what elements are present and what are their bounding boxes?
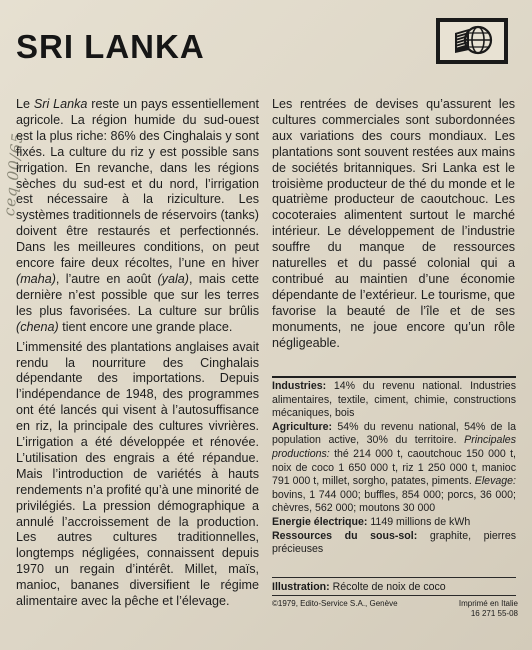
facts-energie <box>272 516 516 530</box>
card-code: 16 271 55-08 <box>470 609 518 618</box>
publisher-logo <box>436 18 508 64</box>
print-info <box>438 599 518 619</box>
left-paragraph-1 <box>16 97 259 336</box>
right-text-column <box>272 97 515 356</box>
illustration-divider <box>272 577 516 578</box>
right-paragraph-1 <box>272 97 515 352</box>
text-run: Ressources du sous-sol: <box>272 529 418 542</box>
text-run: Les rentrées de devises qu’assurent les cultures commerciales sont subordonnées aux variations des cours mondiaux. Les plantations sont souvent restées aux mains de sociétés britanniques. Sri Lanka est le troisième producteur de thé du monde et le quatrième producteur de caoutchouc. Les cocoteraies alimentent surtout le marché intérieur. Le développement de l’industrie souffre du manque de ressources naturelles et du passé colonial qui a contribué au maintien d’une économie dépendante de l’extérieur. Le tourisme, que favorise la beauté de l’île et de ses monuments, ne joue encore qu’un rôle négligeable. <box>272 97 515 350</box>
text-run: Agriculture: <box>272 420 333 433</box>
text-run: , l’autre en août <box>55 271 158 286</box>
page-title: SRI LANKA <box>16 28 205 65</box>
copyright-notice: ©1979, Edito-Service S.A., Genève <box>272 599 398 608</box>
handwritten-margin-note: ceq 00/65 <box>0 131 27 217</box>
text-run: (maha) <box>16 271 56 286</box>
left-paragraph-2 <box>16 340 259 610</box>
facts-agriculture <box>272 421 516 516</box>
text-run: reste un pays essentiellement agricole. La région humide du sud-ouest est la plus riche: 86% des Cinghalais y sont fixés. La culture du riz y est possible sans irrigation. En revanche, dans les régions sèches du sud-est et du nord, l’irrigation est nécessaire à la riziculture. Les systèmes traditionnels de réservoirs (tanks) doivent être restaurés et perfectionnés. Dans les meilleures conditions, on peut encore faire deux récoltes, l’une en hiver <box>16 97 259 271</box>
illustration-text: Récolte de noix de coco <box>329 581 446 593</box>
text-run: (yala) <box>157 271 189 286</box>
facts-box <box>272 380 516 557</box>
text-run: 14% du revenu national. Industries alimentaires, textile, ciment, chimie, constructions mécaniques, bois <box>272 380 516 420</box>
facts-top-divider <box>272 376 516 378</box>
text-run: Le <box>16 97 34 111</box>
text-run: Elevage: <box>474 475 516 488</box>
text-run: thé 214 000 t, caoutchouc 150 000 t, noix de coco 1 650 000 t, riz 1 250 000 t, manioc 791 000 t, millet, sorgho, patates, piments. <box>272 447 516 488</box>
footer-divider <box>272 595 516 596</box>
text-run: L’immensité des plantations anglaises avait rendu la nourriture des Cinghalais dépendante des importations. Depuis l’indépendance de 1948, des programmes ont été lancés qui visent à l’autosuffisance en riz, la principale des cultures vivrières. L’irrigation a été développée et rénovée. L’utilisation des engrais a été répandue. Mais l’introduction de variétés à hauts rendements n’a profité qu’à une minorité de privilégiés. La pression démographique a annulé l’accroissement de la production. Les autres cultures traditionnelles, longtemps négligées, connaissent depuis 1970 un regain d’intérêt. Millet, maïs, manioc, bananes diversifient le régime alimentaire avec la pêche et l’élevage. <box>16 339 259 609</box>
text-run: Principales productions: <box>272 434 516 460</box>
left-text-column <box>16 97 259 614</box>
facts-industries <box>272 380 516 421</box>
text-run: Sri Lanka <box>33 97 88 111</box>
facts-ressources <box>272 530 516 557</box>
text-run: graphite, pierres précieuses <box>272 529 517 556</box>
text-run: Energie électrique: <box>272 515 368 528</box>
text-run: (chena) <box>16 319 59 334</box>
text-run: Industries: <box>272 380 327 392</box>
text-run: , mais cette dernière n’est possible que sur les terres les plus favorisées. La culture sur brûlis <box>16 271 259 318</box>
printed-in: Imprimé en Italie <box>458 599 518 608</box>
text-run: 54% du revenu national, 54% de la population active, 30% du territoire. <box>272 420 516 447</box>
globe-book-icon <box>449 23 495 59</box>
text-run: bovins, 1 744 000; buffles, 854 000; porcs, 36 000; chèvres, 562 000; moutons 30 000 <box>272 488 516 515</box>
text-run: tient encore une grande place. <box>58 319 233 334</box>
illustration-caption <box>272 581 516 594</box>
text-run: 1149 millions de kWh <box>367 515 471 528</box>
illustration-label: Illustration: <box>272 581 330 593</box>
